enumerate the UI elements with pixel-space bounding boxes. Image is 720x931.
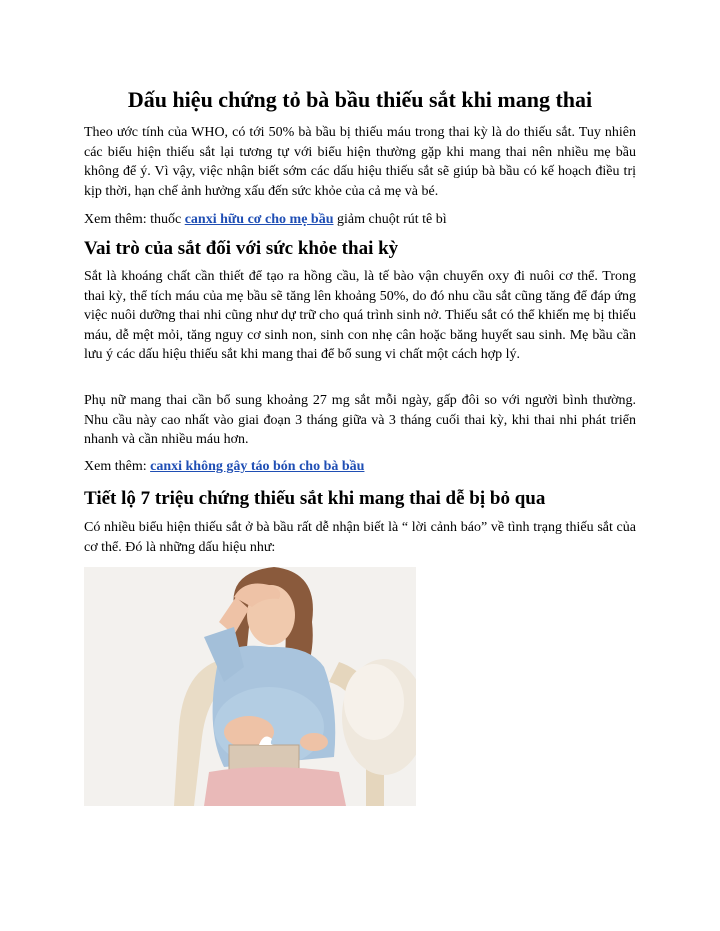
page-title: Dấu hiệu chứng tỏ bà bầu thiếu sắt khi mang thai — [127, 87, 593, 112]
link-canxi-khong-tao-bon[interactable]: canxi không gây táo bón cho bà bầu — [150, 459, 365, 474]
see-also-1-suffix: giảm chuột rút tê bì — [333, 212, 447, 227]
pregnant-woman-photo — [84, 567, 416, 806]
section2-paragraph-1: Có nhiều biểu hiện thiếu sắt ở bà bầu rất dễ nhận biết là “ lời cảnh báo” về tình trạng thiếu sắt của cơ thể. Đó là những dấu hiệu như: — [84, 520, 636, 555]
section1-paragraph-2: Phụ nữ mang thai cần bổ sung khoảng 27 mg sắt mỗi ngày, gấp đôi so với người bình thường. Nhu cầu này cao nhất vào giai đoạn 3 tháng giữa và 3 tháng cuối thai kỳ, khi thai nhi phát triển nhanh và cần nhiều máu hơn. — [84, 393, 636, 448]
see-also-1-prefix: Xem thêm: thuốc — [84, 212, 185, 227]
link-canxi-huu-co[interactable]: canxi hữu cơ cho mẹ bầu — [184, 212, 334, 227]
intro-paragraph: Theo ước tính của WHO, có tới 50% bà bầu bị thiếu máu trong thai kỳ là do thiếu sắt. Tuy nhiên các biểu hiện thiếu sắt lại tương tự với biểu hiện thường gặp khi mang thai nên nhiều mẹ bầu không để ý. Vì vậy, việc nhận biết sớm các dấu hiệu thiếu sắt sẽ giúp bà bầu có kế hoạch điều trị kịp thời, hạn chế ảnh hưởng xấu đến sức khỏe của cả mẹ và bé. — [84, 125, 636, 199]
section-heading-vai-tro: Vai trò của sắt đối với sức khỏe thai kỳ — [84, 238, 399, 259]
section1-paragraph-1: Sắt là khoáng chất cần thiết để tạo ra hồng cầu, là tế bào vận chuyển oxy đi nuôi cơ thể. Trong thai kỳ, thể tích máu của mẹ bầu sẽ tăng lên khoảng 50%, do đó nhu cầu sắt cũng tăng để đáp ứng việc nuôi dưỡng thai nhi cũng như dự trữ cho quá trình sinh nở. Thiếu sắt có thể khiến mẹ bị thiếu máu, dễ mệt mỏi, tăng nguy cơ sinh non, sinh con nhẹ cân hoặc băng huyết sau sinh. Mẹ bầu cần lưu ý các dấu hiệu thiếu sắt khi mang thai để bổ sung vi chất một cách hợp lý. — [84, 269, 636, 363]
section-heading-trieu-chung: Tiết lộ 7 triệu chứng thiếu sắt khi mang thai dễ bị bỏ qua — [84, 488, 546, 509]
see-also-2-prefix: Xem thêm: — [84, 459, 151, 474]
see-also-1 — [84, 210, 636, 230]
see-also-2 — [84, 457, 636, 477]
